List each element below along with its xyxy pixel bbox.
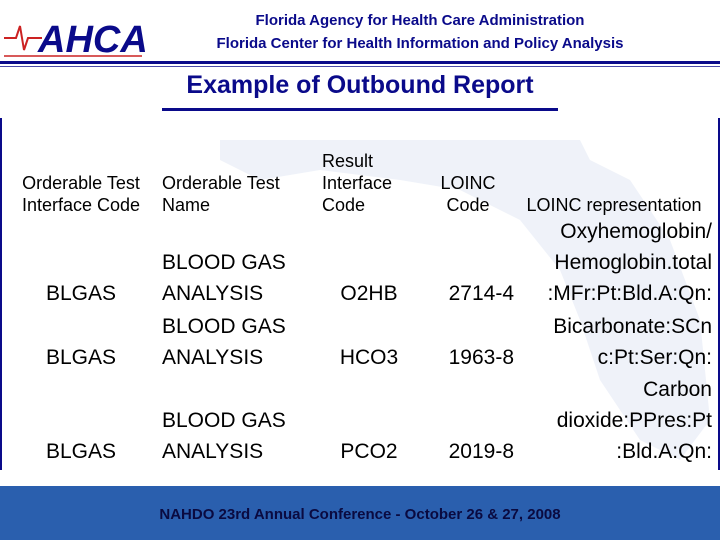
header-orderable-code: Orderable Test Interface Code [21,173,141,215]
header-loinc-code: LOINC Code [440,173,496,215]
cell-test-name: BLOOD GAS ANALYSIS [162,409,286,463]
table-header-row [4,134,714,216]
header-orderable-name: Orderable Test Name [162,173,280,215]
title-underline [162,108,558,111]
cell-loinc-code: 2714-4 [448,282,514,305]
header-agency-name: Florida Agency for Health Care Administration [255,12,585,29]
page-title: Example of Outbound Report [186,71,534,99]
cell-result-code: HCO3 [339,346,399,369]
table-row [4,309,714,373]
table-row [4,373,714,467]
cell-interface-code: BLGAS [45,440,117,463]
header-divider [0,61,720,64]
outbound-report-table [4,134,714,467]
cell-loinc-code: 2019-8 [448,440,514,463]
header [0,0,720,62]
header-center-name: Florida Center for Health Information and Policy Analysis [216,35,624,52]
header-divider-thin [0,66,720,67]
cell-loinc-repr: Carbon dioxide:PPres:Pt :Bld.A:Qn: [556,378,712,463]
cell-interface-code: BLGAS [45,282,117,305]
footer-conference-text: NAHDO 23rd Annual Conference - October 26 & 27, 2008 [159,506,561,523]
cell-loinc-repr: Bicarbonate:SCn c:Pt:Ser:Qn: [553,315,712,369]
cell-result-code: O2HB [340,282,398,305]
svg-text:AHCA: AHCA [38,19,148,61]
cell-loinc-repr: Oxyhemoglobin/ Hemoglobin.total :MFr:Pt:Bld.A:Qn: [547,220,712,305]
cell-result-code: PCO2 [340,440,398,463]
header-result-code: Result Interface Code [322,151,393,215]
cell-test-name: BLOOD GAS ANALYSIS [162,251,286,305]
cell-loinc-code: 1963-8 [448,346,514,369]
cell-interface-code: BLGAS [45,346,117,369]
header-loinc-representation: LOINC representation [526,195,702,215]
left-frame-line [0,118,2,470]
ahca-logo [2,8,152,62]
cell-test-name: BLOOD GAS ANALYSIS [162,315,286,369]
table-row [4,216,714,309]
